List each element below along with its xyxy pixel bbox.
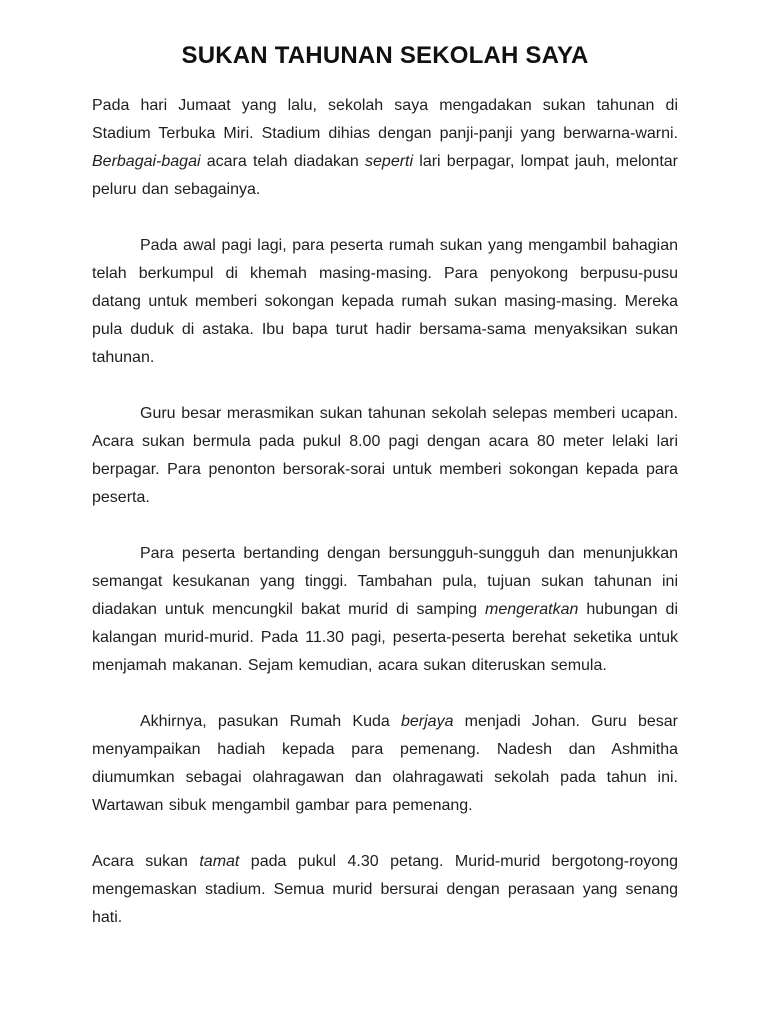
paragraph [92,540,678,680]
document-body [92,92,678,932]
text-run: hubungan di kalangan murid-murid. Pada 11.30 pagi, peserta-peserta berehat seketika untuk menjamah makanan. Sejam kemudian, acara sukan diteruskan semula. [92,601,679,674]
text-run: Pada awal pagi lagi, para peserta rumah sukan yang mengambil bahagian telah berkumpul di khemah masing-masing. Para penyokong berpusu-pusu datang untuk memberi sokongan kepada rumah sukan masing-masing. Mereka pula duduk di astaka. Ibu bapa turut hadir bersama-sama menyaksikan sukan tahunan. [92,237,678,366]
text-run: Akhirnya, pasukan Rumah Kuda [140,713,401,730]
text-run: Guru besar merasmikan sukan tahunan sekolah selepas memberi ucapan. Acara sukan bermula pada pukul 8.00 pagi dengan acara 80 meter lelaki lari berpagar. Para penonton bersorak-sorai untuk memberi sokongan kepada para peserta. [92,405,678,506]
text-run: Acara sukan [92,853,200,870]
paragraph [92,92,678,204]
paragraph [92,848,678,932]
text-run: acara telah diadakan [200,153,366,170]
text-run: menjadi Johan. Guru besar menyampaikan hadiah kepada para pemenang. Nadesh dan Ashmitha diumumkan sebagai olahragawan dan olahragawati sekolah pada tahun ini. Wartawan sibuk mengambil gambar para pemenang. [92,713,678,814]
text-run: pada pukul 4.30 petang. Murid-murid bergotong-royong mengemaskan stadium. Semua murid bersurai dengan perasaan yang senang hati. [92,853,678,926]
italic-text-run: mengeratkan [485,601,579,618]
italic-text-run: seperti [365,153,414,170]
paragraph [92,708,678,820]
italic-text-run: Berbagai-bagai [92,153,201,170]
text-run: Pada hari Jumaat yang lalu, sekolah saya mengadakan sukan tahunan di Stadium Terbuka Miri. Stadium dihias dengan panji-panji yang berwarna-warni. [92,97,678,142]
text-run: lari berpagar, lompat jauh, melontar peluru dan sebagainya. [92,153,679,198]
paragraph [92,400,678,512]
text-run: Para peserta bertanding dengan bersungguh-sungguh dan menunjukkan semangat kesukanan yang tinggi. Tambahan pula, tujuan sukan tahunan ini diadakan untuk mencungkil bakat murid di samping [92,545,678,618]
document-title: SUKAN TAHUNAN SEKOLAH SAYA [181,42,589,69]
italic-text-run: tamat [199,853,240,870]
paragraph [92,232,678,372]
italic-text-run: berjaya [400,713,454,730]
